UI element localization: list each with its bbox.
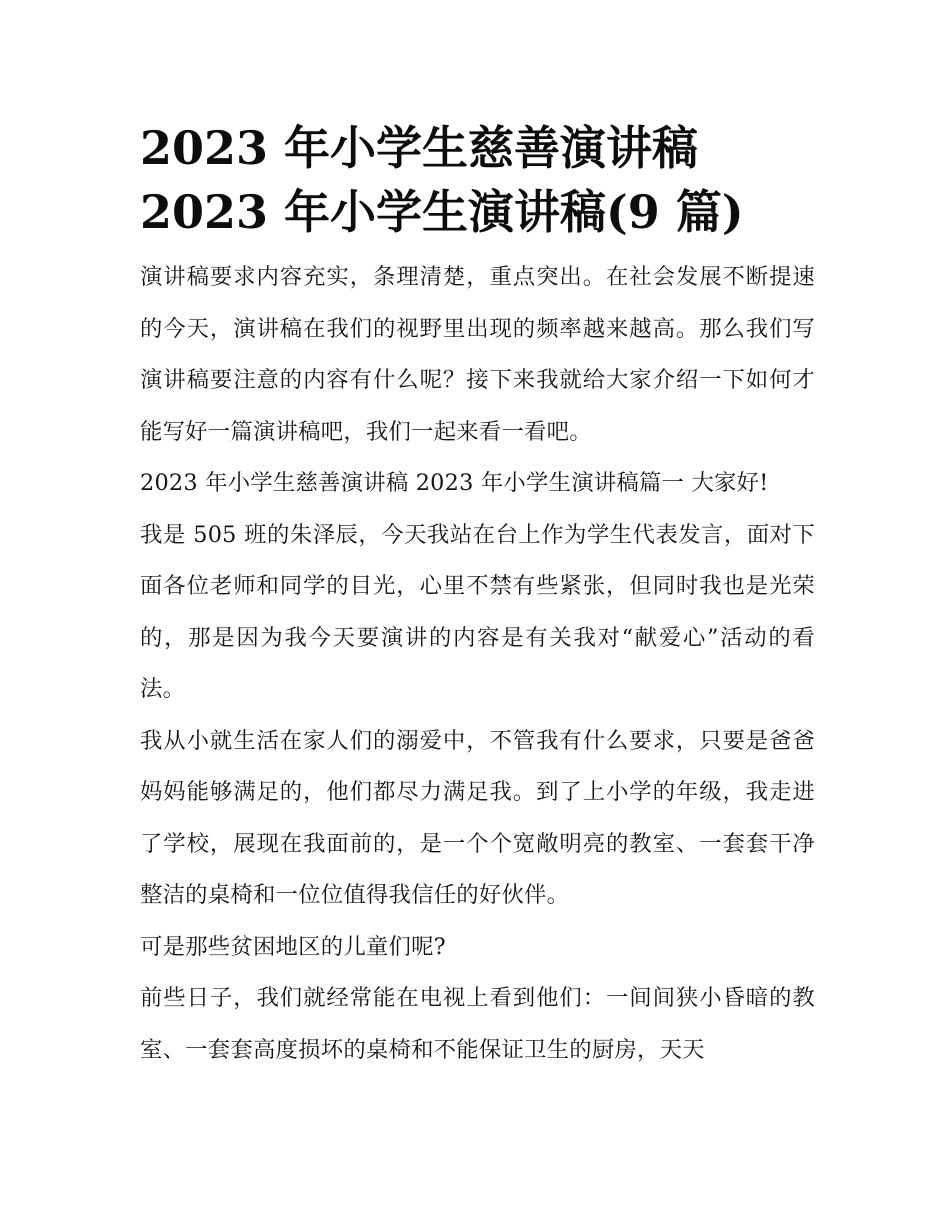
title-block <box>140 116 815 244</box>
paragraph-childhood: 我从小就生活在家人们的溺爱中，不管我有什么要求，只要是爸爸妈妈能够满足的，他们都尽力满足我。到了上小学的年级，我走进了学校，展现在我面前的，是一个个宽敞明亮的教室、一套套干净整洁的桌椅和一位位值得我信任的好伙伴。 <box>140 727 815 908</box>
paragraph-self-introduction: 我是 505 班的朱泽辰，今天我站在台上作为学生代表发言，面对下面各位老师和同学的目光，心里不禁有些紧张，但同时我也是光荣的，那是因为我今天要演讲的内容是有关我对“献爱心”活动的看法。 <box>140 521 815 702</box>
paragraph-question: 可是那些贫困地区的儿童们呢? <box>140 933 446 960</box>
document-title: 2023 年小学生慈善演讲稿 <box>140 121 699 175</box>
document-content <box>140 116 815 1076</box>
paragraph-poor-areas: 前些日子，我们就经常能在电视上看到他们：一间间狭小昏暗的教室、一套套高度损坏的桌椅和不能保证卫生的厨房，天天 <box>140 985 815 1063</box>
document-body <box>140 252 815 1076</box>
paragraph-greeting: 2023 年小学生慈善演讲稿 2023 年小学生演讲稿篇一 大家好! <box>140 470 769 496</box>
document-subtitle: 2023 年小学生演讲稿(9 篇) <box>140 185 744 239</box>
paragraph-intro: 演讲稿要求内容充实，条理清楚，重点突出。在社会发展不断提速的今天，演讲稿在我们的视野里出现的频率越来越高。那么我们写演讲稿要注意的内容有什么呢？接下来我就给大家介绍一下如何才能写好一篇演讲稿吧，我们一起来看一看吧。 <box>140 264 815 445</box>
